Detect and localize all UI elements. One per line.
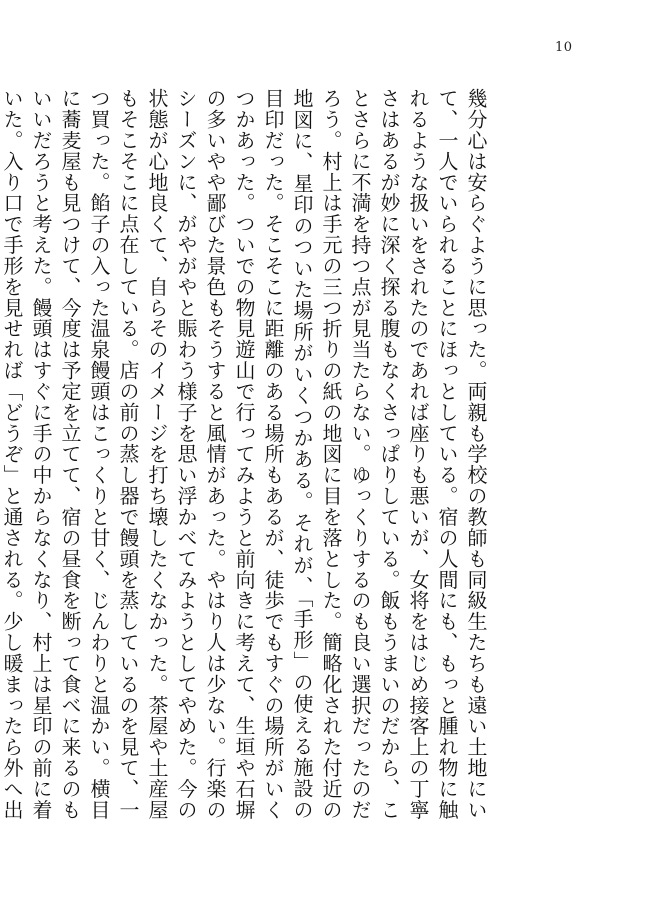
page-number: 10 — [555, 40, 573, 55]
body-paragraph: 幾分心は安らぐように思った。両親も学校の教師も同級生たちも遠い土地にいて、一人でいられることにほっとしている。宿の人間にも、もっと腫れ物に触れるような扱いをされたのであれば座りも悪いが、女将をはじめ接客上の丁寧さはあるが妙に深く探る腹もなくさっぱりしている。飯もうまいのだから、ことさらに不満を持つ点が見当たらない。ゆっくりするのも良い選択だったのだろう。村上は手元の三つ折りの紙の地図に目を落とした。簡略化された付近の地図に、星印のついた場所がいくつかある。それが、「手形」の使える施設の目印だった。そこそこに距離のある場所もあるが、徒歩でもすぐの場所がいくつかあった。ついでの物見遊山で行ってみようと前向きに考えて、生垣や石塀の多いやや鄙びた景色もそうすると風情があった。やはり人は少ない。行楽のシーズンに、がやがやと賑わう様子を思い浮かべてみようとしてやめた。今の状態が心地良くて、自らそのイメージを打ち壊したくなかった。茶屋や土産屋もそこそこに点在している。店の前の蒸し器で饅頭を蒸しているのを見て、一つ買った。餡子の入った温泉饅頭はこっくりと甘く、じんわりと温かい。横目に蕎麦屋も見つけて、今度は予定を立てて、宿の昼食を断って食べに来るのもいいだろうと考えた。饅頭はすぐに手の中からなくなり、村上は星印の前に着いた。入り口で手形を見せれば「どうぞ」と通される。少し暖まったら外へ出 — [0, 88, 488, 820]
body-text — [0, 88, 490, 820]
